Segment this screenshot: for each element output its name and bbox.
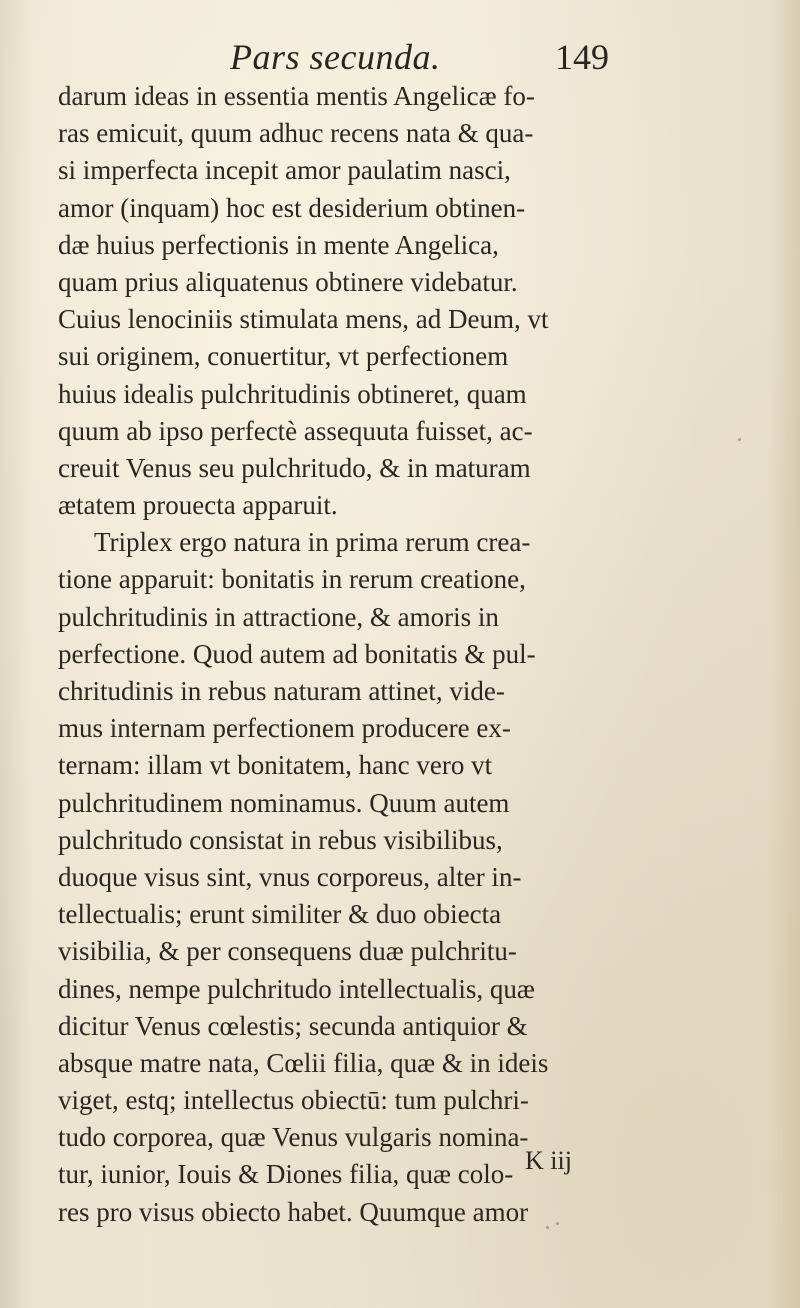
text-line: pulchritudo consistat in rebus visibilibus, <box>58 824 503 855</box>
text-line: creuit Venus seu pulchritudo, & in maturam <box>58 452 531 483</box>
text-line: tudo corporea, quæ Venus vulgaris nomina- <box>58 1122 529 1153</box>
text-line: dæ huius perfectionis in mente Angelica, <box>58 229 499 260</box>
text-line: pulchritudinem nominamus. Quum autem <box>58 787 510 818</box>
text-line: viget, estq; intellectus obiectū: tum pulchri- <box>58 1085 529 1116</box>
signature-mark: K iij <box>525 1146 572 1175</box>
text-line: dicitur Venus cœlestis; secunda antiquior & <box>58 1010 528 1041</box>
text-line: ternam: illam vt bonitatem, hanc vero vt <box>58 750 493 781</box>
text-line: si imperfecta incepit amor paulatim nasci, <box>58 155 511 186</box>
paragraph-start-line: Triplex ergo natura in prima rerum crea- <box>94 527 531 558</box>
text-line: perfectione. Quod autem ad bonitatis & pul- <box>58 638 536 669</box>
text-line: tur, iunior, Iouis & Diones filia, quæ colo- <box>58 1159 514 1190</box>
text-line: darum ideas in essentia mentis Angelicæ fo- <box>58 81 535 111</box>
text-line: visibilia, & per consequens duæ pulchritu- <box>58 936 517 967</box>
ink-speck <box>738 438 741 441</box>
text-line: amor (inquam) hoc est desiderium obtinen- <box>58 192 526 223</box>
page-number: 149 <box>555 37 609 77</box>
ink-speck <box>556 1222 559 1225</box>
text-line: duoque visus sint, vnus corporeus, alter in- <box>58 861 522 892</box>
text-line: ras emicuit, quum adhuc recens nata & qua- <box>58 118 534 149</box>
text-line: tellectualis; erunt similiter & duo obiecta <box>58 899 502 930</box>
text-line: ætatem prouecta apparuit. <box>58 490 338 521</box>
text-line: quum ab ipso perfectè assequuta fuisset, ac- <box>58 415 533 446</box>
text-line: huius idealis pulchritudinis obtineret, quam <box>58 378 527 409</box>
body-text <box>58 78 758 1231</box>
text-line: chritudinis in rebus naturam attinet, vide- <box>58 676 505 706</box>
text-line: dines, nempe pulchritudo intellectualis, quæ <box>58 973 535 1004</box>
text-line: pulchritudinis in attractione, & amoris in <box>58 601 499 632</box>
text-line: Cuius lenociniis stimulata mens, ad Deum, vt <box>58 304 549 335</box>
text-line: sui originem, conuertitur, vt perfectionem <box>58 341 509 372</box>
text-line: absque matre nata, Cœlii filia, quæ & in ideis <box>58 1047 549 1078</box>
text-line: mus internam perfectionem producere ex- <box>58 713 511 744</box>
text-line: quam prius aliquatenus obtinere videbatur. <box>58 266 518 297</box>
text-line: tione apparuit: bonitatis in rerum creatione, <box>58 564 526 595</box>
ink-speck <box>546 1226 549 1229</box>
running-head: Pars secunda. <box>230 37 441 77</box>
text-line: res pro visus obiecto habet. Quumque amor <box>58 1196 529 1227</box>
